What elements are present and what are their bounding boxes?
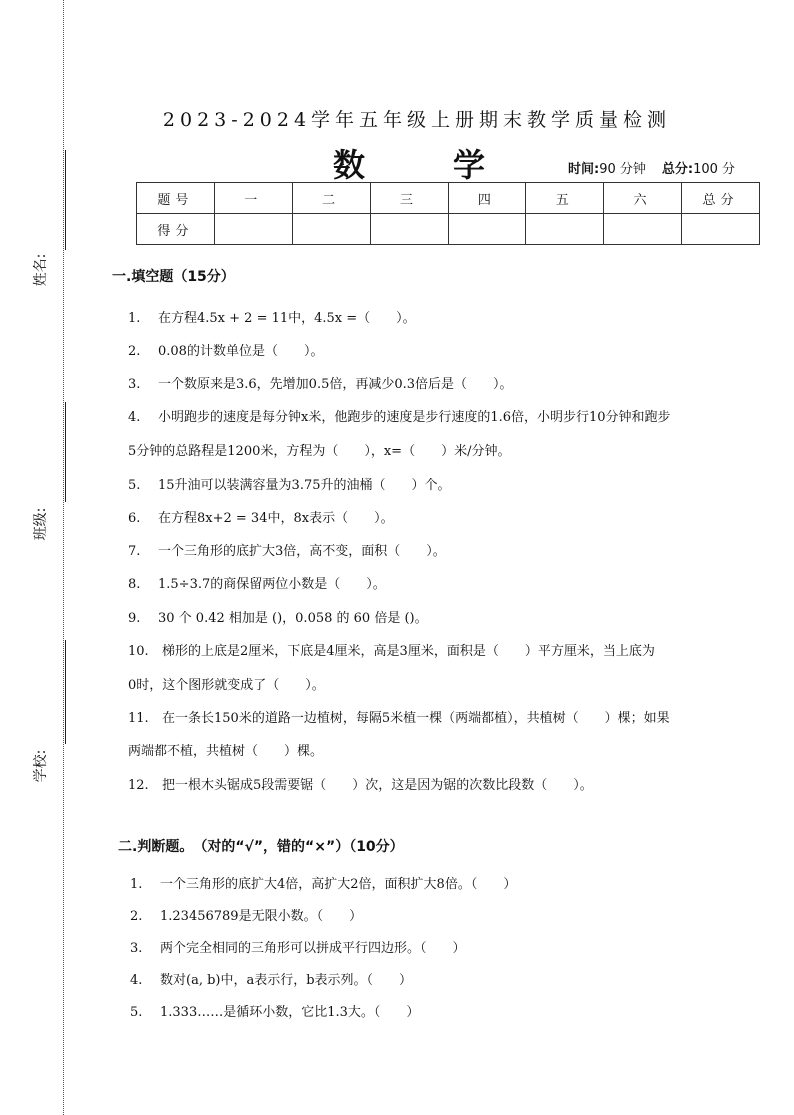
question-text: 0.08的计数单位是（ ）。 (158, 344, 324, 359)
question-text: 两端都不植，共植树（ ）棵。 (128, 744, 324, 759)
section-2-title: 二.判断题。 （对的“√”，错的“×”）（10分） (118, 839, 404, 855)
question-item (128, 576, 386, 594)
question-number: 5. (130, 1005, 143, 1020)
question-item (128, 376, 513, 394)
question-number: 3. (130, 941, 143, 956)
question-item (128, 310, 416, 328)
question-text: 把一根木头锯成5段需要锯（ ）次，这是因为锯的次数比段数（ ）。 (162, 778, 593, 793)
question-item (128, 610, 428, 628)
question-number: 8. (128, 577, 141, 592)
score-cell[interactable] (292, 214, 370, 245)
class-write-line[interactable] (65, 402, 66, 502)
exam-title: 2023-2024学年五年级上册期末教学质量检测 (162, 109, 672, 131)
question-item (130, 876, 516, 894)
question-item (130, 972, 412, 990)
question-item (128, 510, 394, 528)
school-label: 学校: (33, 749, 49, 783)
question-item (128, 643, 655, 661)
question-item (128, 343, 323, 361)
score-cell[interactable] (214, 214, 292, 245)
school-write-line[interactable] (65, 640, 66, 744)
question-text: 两个完全相同的三角形可以拼成平行四边形。（ ） (160, 941, 466, 956)
question-item (128, 543, 446, 561)
question-text: 一个三角形的底扩大4倍，高扩大2倍，面积扩大8倍。（ ） (160, 877, 517, 892)
question-number: 1. (128, 311, 141, 326)
question-text: 一个三角形的底扩大3倍，高不变，面积（ ）。 (158, 544, 446, 559)
score-header-cell: 题号 (137, 183, 215, 214)
question-text: 0时，这个图形就变成了（ ）。 (128, 678, 325, 693)
question-text: 1.5÷3.7的商保留两位小数是（ ）。 (158, 577, 386, 592)
score-header-cell: 三 (370, 183, 448, 214)
time-value: 90 分钟 (599, 162, 646, 177)
question-number: 7. (128, 544, 141, 559)
score-cell[interactable] (604, 214, 682, 245)
question-text: 1.23456789是无限小数。（ ） (160, 909, 363, 924)
question-item (128, 710, 670, 728)
score-cell[interactable] (448, 214, 526, 245)
question-item (130, 908, 362, 926)
name-field (20, 150, 60, 300)
question-continuation (128, 743, 323, 761)
score-header-cell: 总分 (682, 183, 760, 214)
question-number: 3. (128, 377, 141, 392)
class-label: 班级: (33, 507, 49, 541)
question-item (128, 409, 671, 427)
question-number: 5. (128, 478, 141, 493)
question-text: 一个数原来是3.6，先增加0.5倍，再减少0.3倍后是（ ）。 (158, 377, 513, 392)
score-table-score-row (137, 214, 760, 245)
score-header-cell: 二 (292, 183, 370, 214)
score-cell[interactable] (682, 214, 760, 245)
question-number: 4. (128, 410, 141, 425)
question-number: 11. (128, 711, 149, 726)
score-header-cell: 五 (526, 183, 604, 214)
score-table-header-row (137, 183, 760, 214)
question-text: 在方程8x+2 = 34中，8x表示（ ）。 (158, 511, 394, 526)
subject-title (333, 140, 485, 186)
exam-meta (568, 158, 735, 177)
total-value: 100 分 (693, 162, 736, 177)
name-write-line[interactable] (65, 150, 66, 250)
score-table (136, 182, 760, 245)
question-number: 12. (128, 778, 149, 793)
question-number: 10. (128, 644, 149, 659)
question-text: 5分钟的总路程是1200米，方程为（ ），x=（ ）米/分钟。 (128, 444, 511, 459)
score-row-label: 得分 (137, 214, 215, 245)
class-field (20, 402, 60, 552)
question-item (130, 1004, 419, 1022)
score-cell[interactable] (526, 214, 604, 245)
question-continuation (128, 443, 510, 461)
question-text: 梯形的上底是2厘米，下底是4厘米，高是3厘米，面积是（ ）平方厘米，当上底为 (162, 644, 655, 659)
question-text: 30 个 0.42 相加是 ()，0.058 的 60 倍是 ()。 (158, 611, 428, 626)
question-item (128, 477, 451, 495)
question-number: 2. (128, 344, 141, 359)
total-label: 总分: (661, 162, 694, 177)
question-item (130, 940, 466, 958)
time-label: 时间: (568, 162, 600, 177)
question-number: 2. (130, 909, 143, 924)
subject-char-1: 数 (333, 146, 366, 184)
question-text: 在方程4.5x + 2 = 11中，4.5x =（ ）。 (158, 311, 416, 326)
question-text: 在一条长150米的道路一边植树，每隔5米植一棵（两端都植），共植树（ ）棵；如果 (162, 711, 670, 726)
score-header-cell: 六 (604, 183, 682, 214)
question-item (128, 777, 593, 795)
question-number: 4. (130, 973, 143, 988)
score-header-cell: 一 (214, 183, 292, 214)
question-text: 15升油可以装满容量为3.75升的油桶（ ）个。 (158, 478, 451, 493)
section-1-title: 一.填空题（15分） (112, 269, 235, 285)
score-cell[interactable] (370, 214, 448, 245)
question-number: 1. (130, 877, 143, 892)
question-text: 数对(a, b)中，a表示行，b表示列。（ ） (160, 973, 413, 988)
question-continuation (128, 677, 325, 695)
score-header-cell: 四 (448, 183, 526, 214)
question-number: 6. (128, 511, 141, 526)
binding-dotted-line (63, 0, 64, 1115)
question-number: 9. (128, 611, 141, 626)
question-text: 1.333……是循环小数，它比1.3大。（ ） (160, 1005, 420, 1020)
question-text: 小明跑步的速度是每分钟x米，他跑步的速度是步行速度的1.6倍，小明步行10分钟和跑步 (158, 410, 671, 425)
school-field (20, 640, 60, 790)
name-label: 姓名: (33, 253, 49, 287)
subject-char-2: 学 (453, 146, 486, 184)
